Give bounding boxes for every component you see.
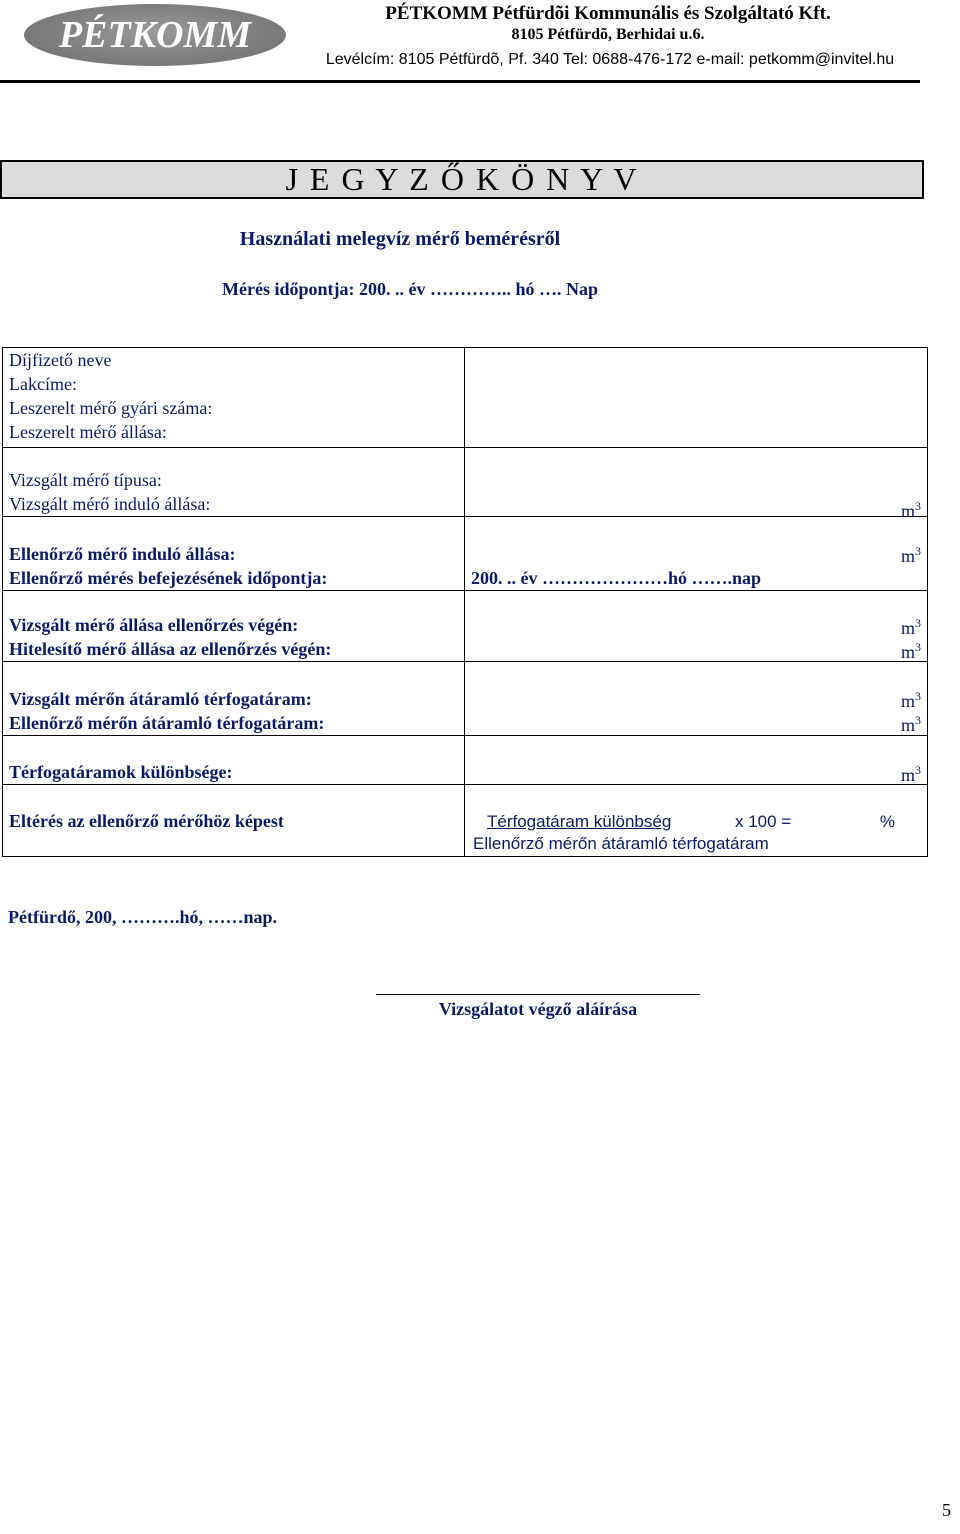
label-cell — [3, 448, 465, 517]
calibrated-meter-end-label: Hitelesítő mérő állása az ellenőrzés végén: — [9, 639, 332, 659]
tested-meter-type-label: Vizsgált mérő típusa: — [9, 470, 162, 490]
measurement-date: Mérés időpontja: 200. .. év ………….. hó …. Nap — [222, 279, 598, 299]
form-table — [2, 347, 928, 857]
control-meter-value-field[interactable] — [465, 517, 928, 591]
place-and-date: Pétfürdő, 200, ……….hó, ……nap. — [8, 907, 278, 927]
company-contact: Levélcím: 8105 Pétfürdõ, Pf. 340 Tel: 0688-476-172 e-mail: petkomm@invitel.hu — [325, 51, 895, 68]
company-logo — [24, 4, 286, 66]
tested-meter-end-label: Vizsgált mérő állása ellenőrzés végén: — [9, 615, 299, 635]
unit-label: $m^3$ — [900, 640, 921, 662]
form-row-control-meter — [3, 517, 928, 591]
flow-volumes-value-field[interactable] — [465, 662, 928, 736]
control-end-time-label: Ellenőrző mérés befejezésének időpontja: — [9, 568, 328, 588]
formula-numerator: Térfogatáram különbség — [487, 812, 672, 831]
control-end-date-template: 200. .. év …………………hó …….nap — [471, 568, 762, 588]
formula-percent: % — [879, 812, 895, 831]
form-row-end-readings — [3, 591, 928, 662]
document-subtitle: Használati melegvíz mérő bemérésről — [239, 228, 561, 250]
label-cell — [3, 348, 465, 448]
control-meter-start-label: Ellenőrző mérő induló állása: — [9, 544, 236, 564]
document-title: J E G Y Z Ő K Ö N Y V — [0, 160, 924, 199]
customer-value-field[interactable] — [465, 348, 928, 448]
deviation-label: Eltérés az ellenőrző mérőhöz képest — [9, 811, 284, 831]
form-row-deviation — [3, 785, 928, 857]
flow-difference-value-field[interactable] — [465, 736, 928, 785]
logo-text: PÉTKOMM — [58, 14, 252, 56]
payer-name-label: Díjfizető neve — [9, 350, 112, 370]
unit-label: $m^3$ — [900, 544, 921, 566]
company-address: 8105 Pétfürdõ, Berhidai u.6. — [511, 26, 705, 43]
form-row-customer — [3, 348, 928, 448]
label-cell — [3, 517, 465, 591]
formula-multiplier: x 100 = — [735, 812, 792, 831]
company-name: PÉTKOMM Pétfürdõi Kommunális és Szolgáltató Kft. — [385, 3, 831, 24]
label-cell — [3, 736, 465, 785]
page-number: 5 — [942, 1500, 951, 1520]
unit-label: $m^3$ — [900, 499, 921, 521]
signature-label: Vizsgálatot végző aláírása — [438, 999, 638, 1019]
header-divider — [0, 80, 920, 83]
label-cell — [3, 785, 465, 857]
unit-label: $m^3$ — [900, 763, 921, 785]
label-cell — [3, 591, 465, 662]
deviation-formula — [471, 807, 921, 855]
removed-meter-reading-label: Leszerelt mérő állása: — [9, 422, 167, 442]
removed-meter-serial-label: Leszerelt mérő gyári száma: — [9, 398, 213, 418]
formula-denominator: Ellenőrző mérőn átáramló térfogatáram — [473, 834, 769, 853]
flow-difference-label: Térfogatáramok különbsége: — [9, 762, 233, 782]
control-meter-flow-label: Ellenőrző mérőn átáramló térfogatáram: — [9, 713, 325, 733]
form-row-flow-difference — [3, 736, 928, 785]
tested-meter-value-field[interactable] — [465, 448, 928, 521]
address-label: Lakcíme: — [9, 374, 77, 394]
form-row-tested-meter — [3, 448, 928, 517]
unit-label: $m^3$ — [900, 689, 921, 711]
unit-label: $m^3$ — [900, 713, 921, 735]
form-row-flow-volumes — [3, 662, 928, 736]
unit-label: $m^3$ — [900, 616, 921, 638]
label-cell — [3, 662, 465, 736]
end-readings-value-field[interactable] — [465, 591, 928, 662]
deviation-formula-cell[interactable] — [465, 785, 928, 857]
tested-meter-flow-label: Vizsgált mérőn átáramló térfogatáram: — [9, 689, 312, 709]
signature-line[interactable] — [376, 994, 700, 995]
tested-meter-start-label: Vizsgált mérő induló állása: — [9, 494, 211, 514]
